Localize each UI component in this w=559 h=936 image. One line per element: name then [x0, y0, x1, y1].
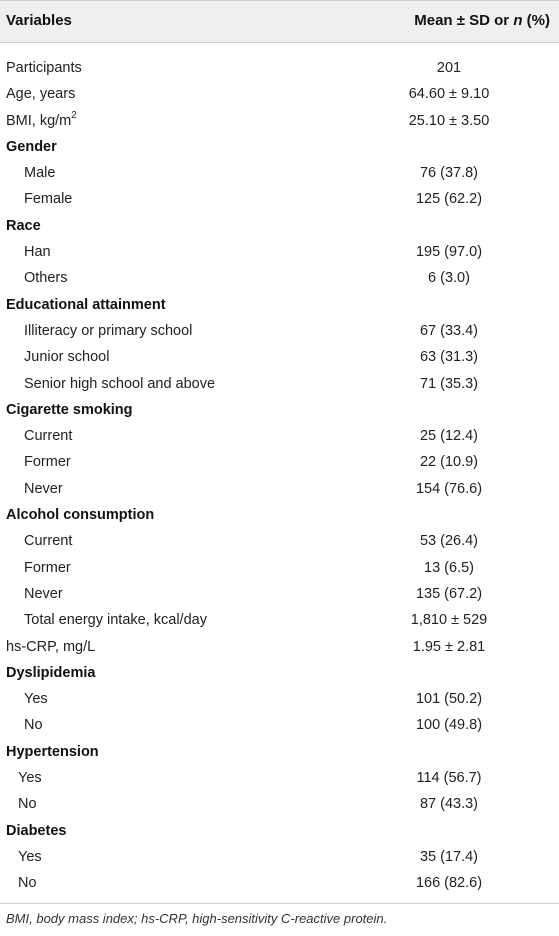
row-label	[24, 581, 63, 607]
section-label	[6, 502, 154, 528]
row-label	[6, 634, 95, 660]
row-label-text: Never	[24, 480, 63, 497]
row-label-text: Former	[24, 454, 71, 471]
table-row	[0, 449, 559, 475]
row-value: 64.60 ± 9.10	[408, 86, 490, 103]
table-row	[0, 265, 559, 291]
row-label	[24, 449, 71, 475]
section-label	[6, 134, 57, 160]
row-label	[24, 239, 51, 265]
row-label	[24, 686, 48, 712]
row-label	[24, 555, 71, 581]
variables-column-header: Variables	[6, 12, 72, 29]
row-label-text: Yes	[18, 770, 42, 787]
row-label-text: Others	[24, 270, 68, 287]
row-label	[24, 371, 215, 397]
row-label-text: Current	[24, 533, 73, 550]
table-row	[0, 55, 559, 81]
row-label	[6, 81, 75, 107]
row-value: 101 (50.2)	[415, 691, 483, 708]
table-bottom-rule	[0, 903, 559, 904]
row-label-text: Age, years	[6, 86, 76, 103]
row-label-text: Hypertension	[6, 743, 99, 760]
table-row	[0, 870, 559, 896]
section-header-row	[0, 502, 559, 528]
row-value: 87 (43.3)	[419, 796, 479, 813]
row-value: 67 (33.4)	[419, 322, 479, 339]
row-value: 53 (26.4)	[419, 533, 479, 550]
row-label-text: No	[18, 796, 37, 813]
row-value: 166 (82.6)	[415, 875, 483, 892]
row-label-text: Former	[24, 559, 71, 576]
table-row	[0, 791, 559, 817]
table-row	[0, 108, 559, 134]
section-label	[6, 660, 95, 686]
row-label	[18, 765, 42, 791]
label-superscript: 2	[71, 109, 77, 121]
table-row	[0, 581, 559, 607]
row-label-text: Han	[24, 244, 51, 261]
section-label	[6, 213, 41, 239]
stat-header-n: n	[513, 12, 523, 29]
row-label-text: Gender	[6, 138, 57, 155]
table-footnote: BMI, body mass index; hs-CRP, high-sensitivity C-reactive protein.	[6, 911, 388, 926]
row-label	[24, 476, 63, 502]
table-row	[0, 160, 559, 186]
row-label-text: Cigarette smoking	[6, 401, 133, 418]
table-row	[0, 81, 559, 107]
section-label	[6, 818, 66, 844]
row-label-text: Dyslipidemia	[6, 664, 96, 681]
stat-header-suffix: (%)	[522, 12, 550, 29]
table-row	[0, 186, 559, 212]
row-label-text: Female	[24, 191, 73, 208]
table-row	[0, 712, 559, 738]
row-value: 1.95 ± 2.81	[412, 638, 486, 655]
row-label-text: Alcohol consumption	[6, 507, 155, 524]
row-value: 154 (76.6)	[415, 480, 483, 497]
row-value: 63 (31.3)	[419, 349, 479, 366]
section-label	[6, 739, 99, 765]
section-header-row	[0, 134, 559, 160]
table-row	[0, 634, 559, 660]
table-row	[0, 423, 559, 449]
table-row	[0, 555, 559, 581]
row-label	[24, 318, 192, 344]
row-value: 135 (67.2)	[415, 585, 483, 602]
table-row	[0, 607, 559, 633]
row-label	[24, 528, 72, 554]
row-value: 35 (17.4)	[419, 848, 479, 865]
row-label-text: Diabetes	[6, 822, 67, 839]
table-row	[0, 528, 559, 554]
section-label	[6, 397, 133, 423]
row-label	[24, 712, 43, 738]
row-label	[24, 186, 72, 212]
table-row	[0, 686, 559, 712]
table-row	[0, 371, 559, 397]
row-label	[6, 55, 82, 81]
row-label	[24, 607, 207, 633]
row-label-text: BMI, kg/m	[6, 112, 72, 129]
section-header-row	[0, 292, 559, 318]
row-label-text: Total energy intake, kcal/day	[24, 612, 207, 629]
row-label-text: hs-CRP, mg/L	[6, 638, 96, 655]
row-value: 6 (3.0)	[428, 270, 470, 287]
stat-column-header	[414, 12, 550, 29]
table-row	[0, 344, 559, 370]
row-value: 25.10 ± 3.50	[408, 112, 490, 129]
row-label	[24, 265, 68, 291]
section-label	[6, 292, 166, 318]
section-header-row	[0, 818, 559, 844]
row-label	[24, 160, 55, 186]
row-label-text: Junior school	[24, 349, 110, 366]
row-label-text: Educational attainment	[6, 296, 166, 313]
row-value: 22 (10.9)	[419, 454, 479, 471]
row-value: 13 (6.5)	[424, 559, 474, 576]
table-header	[0, 0, 559, 43]
row-value: 76 (37.8)	[419, 165, 479, 182]
section-header-row	[0, 660, 559, 686]
table-body	[0, 55, 559, 897]
row-value: 25 (12.4)	[419, 428, 479, 445]
row-label-text: Yes	[24, 691, 48, 708]
row-value: 114 (56.7)	[416, 770, 482, 787]
row-label	[24, 423, 72, 449]
row-label	[24, 344, 109, 370]
table-row	[0, 765, 559, 791]
row-label-text: No	[24, 717, 43, 734]
table-row	[0, 318, 559, 344]
row-value: 125 (62.2)	[415, 191, 483, 208]
row-label-text: Race	[6, 217, 41, 234]
row-value: 201	[436, 60, 462, 76]
row-label-text: No	[18, 875, 37, 892]
section-header-row	[0, 739, 559, 765]
row-label	[18, 870, 37, 896]
section-header-row	[0, 397, 559, 423]
row-value: 195 (97.0)	[415, 244, 483, 261]
section-header-row	[0, 213, 559, 239]
row-label	[18, 791, 37, 817]
row-label	[6, 108, 77, 134]
row-label	[18, 844, 42, 870]
row-label-text: Participants	[6, 60, 82, 76]
row-value: 100 (49.8)	[415, 717, 483, 734]
row-label-text: Illiteracy or primary school	[24, 322, 193, 339]
row-value: 1,810 ± 529	[410, 612, 488, 629]
table-row	[0, 239, 559, 265]
row-value: 71 (35.3)	[419, 375, 479, 392]
table-row	[0, 476, 559, 502]
stat-header-prefix: Mean ± SD or	[414, 12, 514, 29]
row-label-text: Current	[24, 428, 73, 445]
row-label-text: Senior high school and above	[24, 375, 216, 392]
row-label-text: Male	[24, 165, 56, 182]
table-row	[0, 844, 559, 870]
row-label-text: Never	[24, 585, 63, 602]
row-label-text: Yes	[18, 848, 42, 865]
